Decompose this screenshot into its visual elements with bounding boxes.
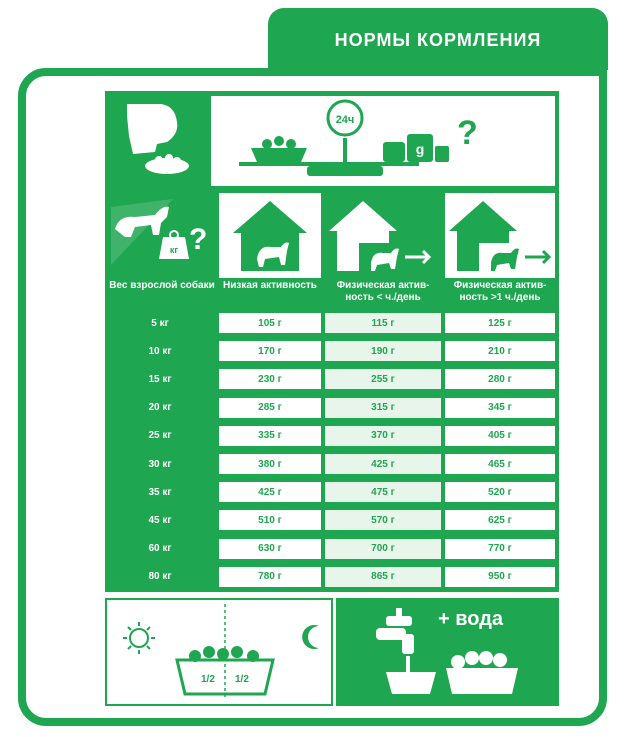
high-activity-cell: 405 г	[445, 426, 555, 446]
clock-icon	[328, 101, 362, 135]
mid-activity-cell: 570 г	[325, 510, 441, 530]
table-row	[105, 423, 559, 449]
house-dog-run-icon	[445, 193, 555, 278]
table-row	[105, 366, 559, 392]
table-row	[105, 479, 559, 505]
svg-text:1/2: 1/2	[201, 674, 215, 685]
mid-activity-cell: 190 г	[325, 341, 441, 361]
svg-text:g: g	[415, 141, 425, 157]
mid-activity-cell: 115 г	[325, 313, 441, 333]
house-dog-walk-icon	[325, 193, 441, 278]
high-activity-cell: 770 г	[445, 539, 555, 559]
weight-cell: 25 кг	[148, 430, 172, 442]
mid-activity-cell: 865 г	[325, 567, 441, 587]
high-activity-cell: 210 г	[445, 341, 555, 361]
svg-text:кг: кг	[169, 245, 179, 255]
low-activity-cell: 285 г	[219, 398, 321, 418]
water-label: + вода	[438, 608, 504, 630]
high-activity-cell: 345 г	[445, 398, 555, 418]
table-row	[105, 338, 559, 364]
low-activity-cell: 380 г	[219, 454, 321, 474]
food-bowl-icon	[251, 136, 307, 162]
title-tab	[268, 8, 608, 70]
dog-weight-icon	[105, 193, 215, 278]
low-activity-cell: 510 г	[219, 510, 321, 530]
page-title: НОРМЫ КОРМЛЕНИЯ	[334, 30, 542, 50]
high-activity-cell: 280 г	[445, 369, 555, 389]
daily-split-panel	[105, 598, 333, 706]
feeding-hand-icon	[109, 96, 207, 182]
weight-cell: 15 кг	[148, 373, 172, 385]
weight-cell: 5 кг	[151, 317, 169, 329]
low-activity-cell: 170 г	[219, 341, 321, 361]
col-header-weight: Вес взрослой собаки	[109, 280, 215, 291]
mid-activity-cell: 425 г	[325, 454, 441, 474]
table-row	[105, 451, 559, 477]
svg-text:1/2: 1/2	[235, 674, 249, 685]
weights-icon	[383, 134, 449, 162]
weight-cell: 30 кг	[148, 458, 172, 470]
weight-cell: 10 кг	[148, 345, 172, 357]
moon-icon	[302, 625, 319, 649]
sun-icon	[123, 622, 155, 654]
day-night-illustration	[107, 600, 331, 704]
table-row	[105, 310, 559, 336]
low-activity-cell: 630 г	[219, 539, 321, 559]
table-row	[105, 536, 559, 562]
weight-cell: 60 кг	[148, 543, 172, 555]
weight-cell: 20 кг	[148, 402, 172, 414]
col-header-low: Низкая активность	[223, 280, 317, 291]
food-bowl-icon	[446, 651, 518, 694]
table-row	[105, 395, 559, 421]
weight-cell: 80 кг	[148, 571, 172, 583]
table-row	[105, 507, 559, 533]
col-header-high: Физическая актив-ность >1 ч./день	[453, 280, 547, 303]
col-header-mid: Физическая актив-ность < ч./день	[336, 280, 430, 303]
low-activity-cell: 780 г	[219, 567, 321, 587]
low-activity-cell: 105 г	[219, 313, 321, 333]
house-dog-icon	[219, 193, 321, 278]
feeding-scale-illustration	[211, 96, 555, 186]
low-activity-cell: 335 г	[219, 426, 321, 446]
high-activity-cell: 625 г	[445, 510, 555, 530]
high-activity-cell: 465 г	[445, 454, 555, 474]
mid-activity-cell: 370 г	[325, 426, 441, 446]
weight-cell: 35 кг	[148, 486, 172, 498]
mid-activity-cell: 700 г	[325, 539, 441, 559]
low-activity-cell: 230 г	[219, 369, 321, 389]
weight-cell: 45 кг	[148, 514, 172, 526]
mid-activity-cell: 315 г	[325, 398, 441, 418]
high-activity-cell: 125 г	[445, 313, 555, 333]
svg-text:?: ?	[189, 223, 208, 256]
low-activity-cell: 425 г	[219, 482, 321, 502]
mid-activity-cell: 255 г	[325, 369, 441, 389]
svg-text:24ч: 24ч	[335, 114, 355, 126]
question-icon: ?	[457, 114, 478, 152]
high-activity-cell: 950 г	[445, 567, 555, 587]
high-activity-cell: 520 г	[445, 482, 555, 502]
mid-activity-cell: 475 г	[325, 482, 441, 502]
tap-icon	[376, 608, 414, 676]
table-row	[105, 564, 559, 590]
